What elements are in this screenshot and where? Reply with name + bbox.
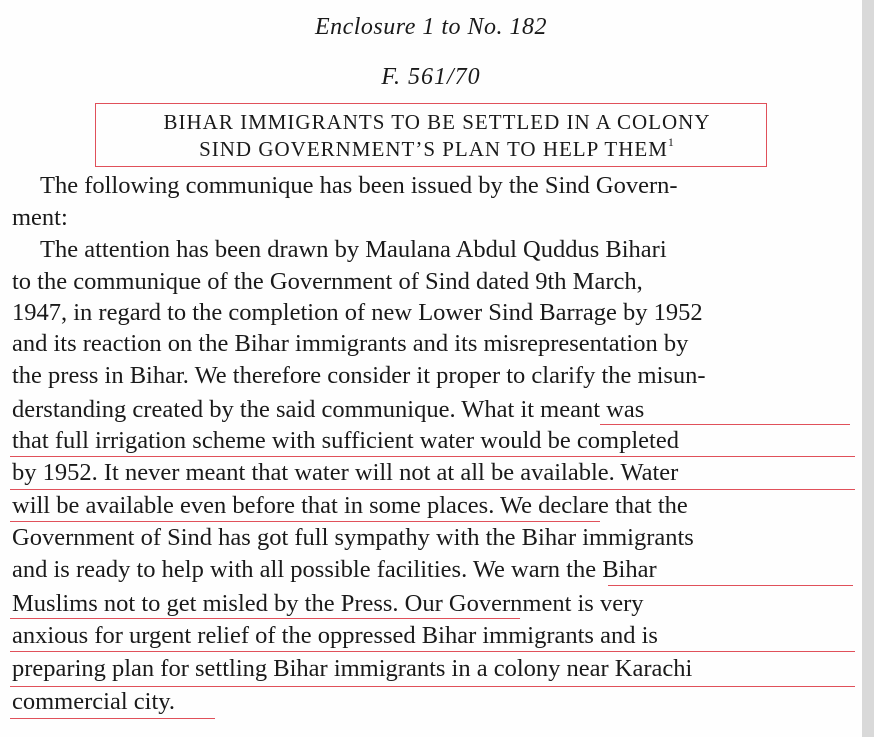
body-line: the press in Bihar. We therefore consider it proper to clarify the misun- (12, 362, 706, 389)
body-line: and its reaction on the Bihar immigrants and its misrepresentation by (12, 330, 689, 357)
body-line: derstanding created by the said communique. What it meant was (12, 396, 645, 423)
body-line: commercial city. (12, 688, 176, 715)
body-line: by 1952. It never meant that water will not at all be available. Water (12, 459, 679, 486)
enclosure-heading: Enclosure 1 to No. 182 (314, 14, 548, 40)
body-line: preparing plan for settling Bihar immigrants in a colony near Karachi (12, 655, 693, 682)
body-line: that full irrigation scheme with sufficient water would be completed (12, 427, 679, 454)
body-line: Muslims not to get misled by the Press. Our Government is very (12, 590, 644, 617)
body-line: will be available even before that in some places. We declare that the (12, 492, 688, 519)
underline-mark (600, 424, 850, 425)
underline-mark (10, 651, 855, 652)
scrollbar-track[interactable] (862, 0, 874, 737)
title-line-2: SIND GOVERNMENT’S PLAN TO HELP THEM$^1$ (199, 135, 675, 161)
underline-mark (10, 521, 600, 522)
body-line: anxious for urgent relief of the oppressed Bihar immigrants and is (12, 622, 658, 649)
underline-mark (10, 686, 855, 687)
body-line: The attention has been drawn by Maulana Abdul Quddus Bihari (40, 236, 667, 263)
body-line: Government of Sind has got full sympathy with the Bihar immigrants (12, 524, 694, 551)
underline-mark (10, 489, 855, 490)
body-line: and is ready to help with all possible facilities. We warn the Bihar (12, 556, 657, 583)
body-line: to the communique of the Government of Sind dated 9th March, (12, 268, 643, 295)
underline-mark (608, 585, 853, 586)
underline-mark (10, 618, 520, 619)
file-reference: F. 561/70 (381, 64, 481, 90)
body-line: 1947, in regard to the completion of new Lower Sind Barrage by 1952 (12, 299, 703, 326)
body-line: The following communique has been issued by the Sind Govern- (40, 172, 678, 199)
body-line: ment: (12, 204, 68, 231)
underline-mark (10, 718, 215, 719)
title-line-1: BIHAR IMMIGRANTS TO BE SETTLED IN A COLONY (163, 110, 711, 134)
footnote-mark: 1 (667, 135, 675, 149)
underline-mark (10, 456, 855, 457)
